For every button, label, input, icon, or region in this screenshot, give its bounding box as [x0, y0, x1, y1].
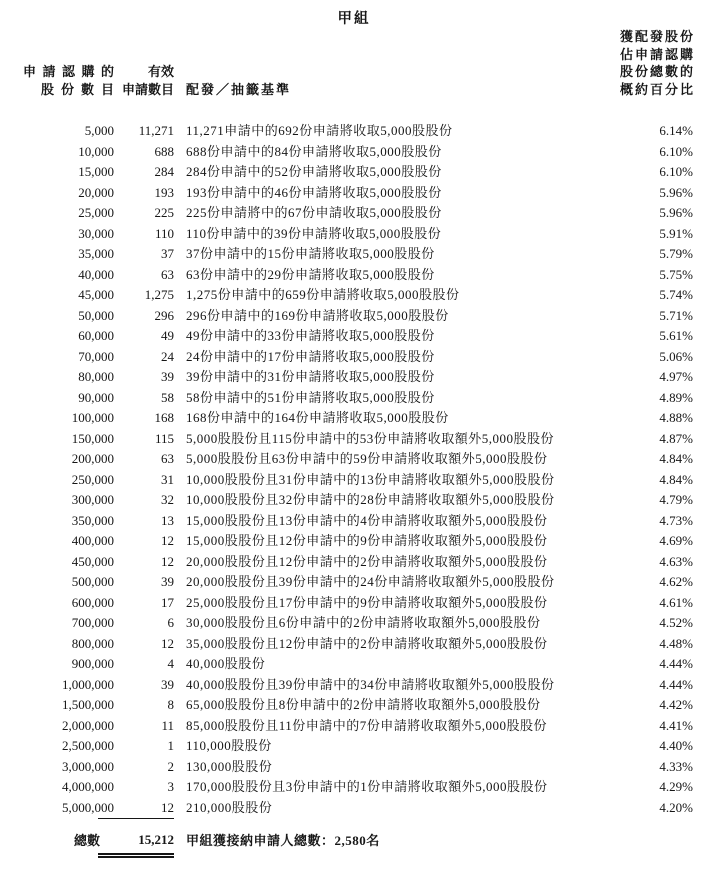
allotment-basis-cell: 20,000股股份且12份申請中的2份申請將收取額外5,000股股份: [186, 553, 548, 569]
total-label: 總數: [73, 833, 100, 848]
table-row: [18, 265, 693, 286]
table-row: [18, 572, 693, 593]
shares-applied-cell: 350,000: [71, 512, 114, 528]
allotment-basis-cell: 20,000股股份且39份申請中的24份申請將收取額外5,000股股份: [186, 574, 555, 589]
table-row: [18, 470, 693, 491]
table-row: [18, 490, 693, 511]
percentage-cell: 4.29%: [659, 779, 693, 794]
percentage-cell: 4.79%: [659, 492, 693, 507]
table-header: [18, 28, 693, 121]
allotment-basis-cell: 39份申請中的31份申請將收取5,000股股份: [186, 369, 435, 384]
header-shares-applied-line2: 股份數目: [40, 81, 121, 97]
valid-applications-cell: 284: [154, 164, 174, 179]
valid-applications-cell: 12: [161, 799, 174, 815]
valid-applications-cell: 17: [161, 594, 174, 610]
valid-applications-cell: 49: [161, 328, 174, 343]
total-applications-cell: [114, 818, 174, 858]
shares-applied-cell: 80,000: [78, 369, 114, 384]
header-shares-applied-line1: 申請認購的: [22, 64, 121, 79]
valid-applications-cell: 37: [161, 246, 174, 261]
shares-applied-cell: 90,000: [78, 389, 114, 405]
valid-applications-cell: 12: [161, 533, 174, 548]
shares-applied-cell: 45,000: [78, 287, 114, 302]
percentage-cell: 4.89%: [659, 389, 693, 405]
header-percentage: [583, 28, 693, 121]
percentage-cell: 5.96%: [659, 205, 693, 220]
table-row: [18, 531, 693, 552]
valid-applications-cell: 63: [161, 451, 174, 466]
allotment-basis-cell: 40,000股股份: [186, 656, 266, 671]
shares-applied-cell: 40,000: [78, 266, 114, 282]
allotment-basis-cell: 15,000股股份且13份申請中的4份申請將收取額外5,000股股份: [186, 512, 548, 528]
table-row: [18, 285, 693, 306]
shares-applied-cell: 100,000: [71, 410, 114, 425]
percentage-cell: 5.79%: [659, 246, 693, 261]
allotment-basis-cell: 40,000股股份且39份申請中的34份申請將收取額外5,000股股份: [186, 676, 555, 692]
percentage-cell: 4.63%: [659, 553, 693, 569]
table-row: [18, 757, 693, 778]
header-valid-applications-line1: 有效: [147, 64, 174, 79]
allotment-basis-cell: 10,000股股份且32份申請中的28份申請將收取額外5,000股股份: [186, 492, 555, 507]
percentage-cell: 5.96%: [659, 184, 693, 200]
valid-applications-cell: 1,275: [144, 287, 174, 302]
valid-applications-cell: 58: [161, 389, 174, 405]
shares-applied-cell: 60,000: [78, 328, 114, 343]
percentage-cell: 4.62%: [659, 574, 693, 589]
table-row: [18, 183, 693, 204]
percentage-cell: 6.14%: [659, 123, 693, 138]
valid-applications-cell: 688: [154, 143, 174, 159]
allotment-basis-cell: 49份申請中的33份申請將收取5,000股股份: [186, 328, 435, 343]
percentage-cell: 4.52%: [659, 615, 693, 630]
allotment-basis-cell: 63份申請中的29份申請將收取5,000股股份: [186, 266, 435, 282]
table-row: [18, 203, 693, 224]
valid-applications-cell: 110: [154, 225, 174, 241]
allotment-basis-cell: 30,000股股份且6份申請中的2份申請將收取額外5,000股股份: [186, 615, 541, 630]
shares-applied-cell: 500,000: [71, 574, 114, 589]
table-row: [18, 162, 693, 183]
allotment-basis-cell: 85,000股股份且11份申請中的7份申請將收取額外5,000股股份: [186, 717, 548, 733]
percentage-cell: 4.42%: [659, 697, 693, 712]
valid-applications-cell: 8: [167, 697, 174, 712]
table-row: [18, 695, 693, 716]
table-row: [18, 552, 693, 573]
valid-applications-cell: 1: [167, 738, 174, 753]
allotment-basis-cell: 284份申請中的52份申請將收取5,000股股份: [186, 164, 442, 179]
table-row: [18, 716, 693, 737]
table-row: [18, 142, 693, 163]
table-row: [18, 429, 693, 450]
table-row: [18, 408, 693, 429]
shares-applied-cell: 1,000,000: [62, 676, 114, 692]
percentage-cell: 4.41%: [659, 717, 693, 733]
valid-applications-cell: 193: [154, 184, 174, 200]
percentage-cell: 4.84%: [659, 471, 693, 487]
percentage-cell: 5.61%: [659, 328, 693, 343]
allotment-basis-cell: 1,275份申請中的659份申請將收取5,000股股份: [186, 287, 460, 302]
percentage-cell: 4.69%: [659, 533, 693, 548]
header-percentage-line2: 佔申請認購: [619, 46, 695, 62]
percentage-cell: 5.06%: [659, 348, 693, 364]
valid-applications-cell: 11: [161, 717, 174, 733]
table-row: [18, 654, 693, 675]
table-row: [18, 224, 693, 245]
allotment-basis-cell: 193份申請中的46份申請將收取5,000股股份: [186, 184, 442, 200]
allotment-basis-cell: 225份申請將中的67份申請收取5,000股股份: [186, 205, 442, 220]
shares-applied-cell: 150,000: [71, 430, 114, 446]
percentage-cell: 6.10%: [659, 143, 693, 159]
allotment-table: [18, 28, 693, 858]
header-valid-applications-line2: 申請數目: [121, 81, 174, 97]
shares-applied-cell: 2,000,000: [62, 717, 114, 733]
valid-applications-cell: 39: [161, 369, 174, 384]
allotment-table-body: [18, 121, 693, 818]
shares-applied-cell: 35,000: [78, 246, 114, 261]
shares-applied-cell: 250,000: [71, 471, 114, 487]
valid-applications-cell: 13: [161, 512, 174, 528]
table-row: [18, 306, 693, 327]
shares-applied-cell: 800,000: [71, 635, 114, 651]
percentage-cell: 4.44%: [659, 676, 693, 692]
allotment-basis-cell: 10,000股股份且31份申請中的13份申請將收取額外5,000股股份: [186, 471, 555, 487]
percentage-cell: 4.61%: [659, 594, 693, 610]
allotment-basis-cell: 25,000股股份且17份申請中的9份申請將收取額外5,000股股份: [186, 594, 548, 610]
allotment-basis-cell: 11,271申請中的692份申請將收取5,000股股份: [186, 123, 453, 138]
allotment-basis-cell: 170,000股股份且3份申請中的1份申請將收取額外5,000股股份: [186, 779, 548, 794]
percentage-cell: 4.73%: [659, 512, 693, 528]
allotment-basis-cell: 65,000股股份且8份申請中的2份申請將收取額外5,000股股份: [186, 697, 541, 712]
shares-applied-cell: 50,000: [78, 307, 114, 323]
shares-applied-cell: 600,000: [71, 594, 114, 610]
percentage-cell: 4.97%: [659, 369, 693, 384]
percentage-cell: 5.91%: [659, 225, 693, 241]
valid-applications-cell: 24: [161, 348, 174, 364]
allotment-basis-cell: 37份申請中的15份申請將收取5,000股股份: [186, 246, 435, 261]
valid-applications-cell: 31: [161, 471, 174, 487]
table-row: [18, 511, 693, 532]
shares-applied-cell: 200,000: [71, 451, 114, 466]
table-row: [18, 593, 693, 614]
percentage-cell: 4.33%: [659, 758, 693, 774]
shares-applied-cell: 300,000: [71, 492, 114, 507]
valid-applications-cell: 6: [167, 615, 174, 630]
total-applications: 15,212: [98, 818, 174, 858]
table-row: [18, 244, 693, 265]
table-row: [18, 736, 693, 757]
allotment-basis-cell: 58份申請中的51份申請將收取5,000股股份: [186, 389, 435, 405]
valid-applications-cell: 168: [154, 410, 174, 425]
header-percentage-line4: 概約百分比: [619, 81, 695, 97]
percentage-cell: 5.75%: [659, 266, 693, 282]
total-percentage-cell: [583, 818, 693, 858]
shares-applied-cell: 25,000: [78, 205, 114, 220]
valid-applications-cell: 3: [167, 779, 174, 794]
table-row: [18, 347, 693, 368]
shares-applied-cell: 10,000: [78, 143, 114, 159]
shares-applied-cell: 30,000: [78, 225, 114, 241]
table-row: [18, 798, 693, 819]
valid-applications-cell: 39: [161, 676, 174, 692]
table-row: [18, 675, 693, 696]
valid-applications-cell: 2: [167, 758, 174, 774]
table-row: [18, 449, 693, 470]
allotment-basis-cell: 130,000股股份: [186, 758, 273, 774]
allotment-basis-cell: 110,000股股份: [186, 738, 272, 753]
percentage-cell: 4.84%: [659, 451, 693, 466]
percentage-cell: 4.88%: [659, 410, 693, 425]
percentage-cell: 4.48%: [659, 635, 693, 651]
valid-applications-cell: 32: [161, 492, 174, 507]
shares-applied-cell: 5,000,000: [62, 799, 114, 815]
shares-applied-cell: 4,000,000: [62, 779, 114, 794]
shares-applied-cell: 2,500,000: [62, 738, 114, 753]
table-row: [18, 777, 693, 798]
valid-applications-cell: 296: [154, 307, 174, 323]
header-percentage-line1: 獲配發股份: [619, 29, 695, 44]
table-row: [18, 121, 693, 142]
shares-applied-cell: 700,000: [71, 615, 114, 630]
percentage-cell: 4.87%: [659, 430, 693, 446]
total-row: [18, 818, 693, 858]
valid-applications-cell: 12: [161, 553, 174, 569]
shares-applied-cell: 5,000: [84, 123, 114, 138]
shares-applied-cell: 900,000: [71, 656, 114, 671]
shares-applied-cell: 450,000: [71, 553, 114, 569]
valid-applications-cell: 11,271: [138, 123, 174, 138]
percentage-cell: 5.71%: [659, 307, 693, 323]
valid-applications-cell: 225: [154, 205, 174, 220]
percentage-cell: 4.44%: [659, 656, 693, 671]
page-title: 甲組: [337, 11, 371, 27]
table-footer: [18, 818, 693, 858]
header-allotment-basis: 配發／抽籤基準: [186, 81, 292, 97]
valid-applications-cell: 39: [161, 574, 174, 589]
table-row: [18, 326, 693, 347]
table-row: [18, 367, 693, 388]
allotment-basis-cell: 24份申請中的17份申請將收取5,000股股份: [186, 348, 435, 364]
shares-applied-cell: 1,500,000: [62, 697, 114, 712]
shares-applied-cell: 20,000: [78, 184, 114, 200]
allotment-basis-cell: 296份申請中的169份申請將收取5,000股股份: [186, 307, 449, 323]
shares-applied-cell: 70,000: [78, 348, 114, 364]
valid-applications-cell: 63: [161, 266, 174, 282]
valid-applications-cell: 4: [167, 656, 174, 671]
percentage-cell: 6.10%: [659, 164, 693, 179]
table-row: [18, 613, 693, 634]
percentage-cell: 5.74%: [659, 287, 693, 302]
allotment-basis-cell: 35,000股股份且12份申請中的2份申請將收取額外5,000股股份: [186, 635, 548, 651]
shares-applied-cell: 15,000: [78, 164, 114, 179]
header-valid-applications: [114, 28, 174, 121]
shares-applied-cell: 3,000,000: [62, 758, 114, 774]
table-row: [18, 388, 693, 409]
allotment-basis-cell: 688份申請中的84份申請將收取5,000股股份: [186, 143, 442, 159]
percentage-cell: 4.40%: [659, 738, 693, 753]
table-row: [18, 634, 693, 655]
allotment-basis-cell: 15,000股股份且12份申請中的9份申請將收取額外5,000股股份: [186, 533, 548, 548]
percentage-cell: 4.20%: [659, 799, 693, 815]
header-shares-applied: [18, 28, 121, 121]
allotment-basis-cell: 5,000股股份且115份申請中的53份申請將收取額外5,000股股份: [186, 430, 555, 446]
allotment-basis-cell: 168份申請中的164份申請將收取5,000股股份: [186, 410, 449, 425]
valid-applications-cell: 115: [154, 430, 174, 446]
shares-applied-cell: 400,000: [71, 533, 114, 548]
allotment-basis-cell: 210,000股股份: [186, 799, 273, 815]
total-note: 甲組獲接納申請人總數：2,580名: [186, 833, 380, 848]
header-percentage-line3: 股份總數的: [619, 64, 695, 79]
allotment-basis-cell: 5,000股股份且63份申請中的59份申請將收取額外5,000股股份: [186, 451, 548, 466]
valid-applications-cell: 12: [161, 635, 174, 651]
allotment-basis-cell: 110份申請中的39份申請將收取5,000股股份: [186, 225, 442, 241]
